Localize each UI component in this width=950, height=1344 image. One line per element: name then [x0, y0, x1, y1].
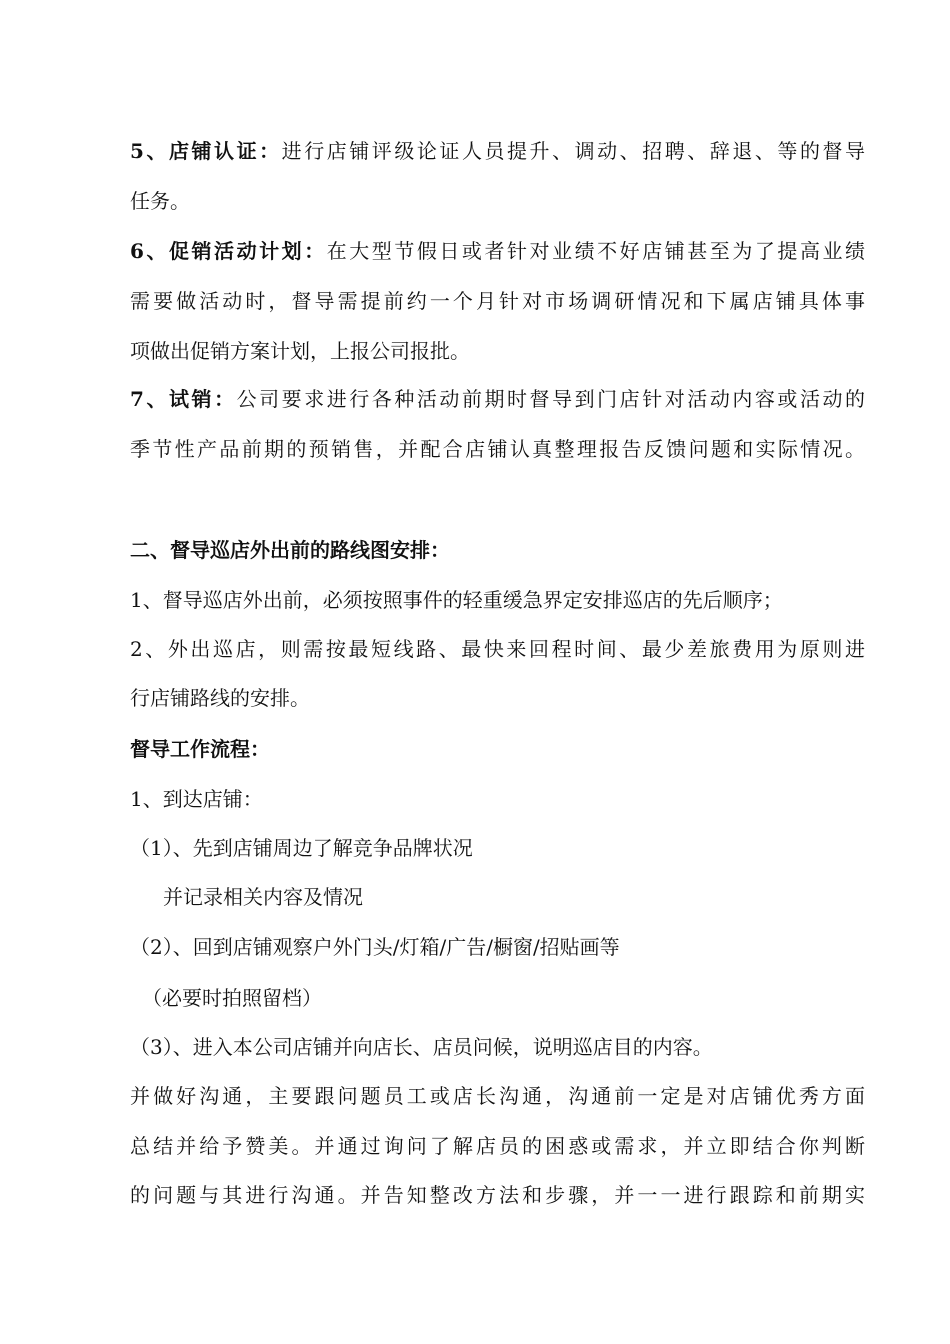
workflow-step-1: 1、到达店铺：	[130, 787, 263, 811]
workflow-sub-2-cont: （必要时拍照留档）	[142, 986, 322, 1010]
item-7-line-1	[130, 385, 865, 413]
workflow-sub-1-cont: 并记录相关内容及情况	[163, 885, 363, 909]
item-5-line-2: 任务。	[130, 189, 190, 213]
item-7-colon: ：	[214, 387, 237, 411]
item-6-line-3: 项做出促销方案计划，上报公司报批。	[130, 339, 470, 363]
item-6-title: 6、促销活动计划	[130, 239, 305, 263]
section-2-point-2-line-1: 2、外出巡店，则需按最短线路、最快来回程时间、最少差旅费用为原则进	[130, 637, 865, 661]
section-2-point-2-line-2: 行店铺路线的安排。	[130, 686, 310, 710]
section-2-point-1: 1、督导巡店外出前，必须按照事件的轻重缓急界定安排巡店的先后顺序；	[130, 588, 783, 612]
workflow-para-line-3: 的问题与其进行沟通。并告知整改方法和步骤，并一一进行跟踪和前期实	[130, 1183, 865, 1207]
item-7-line-2: 季节性产品前期的预销售，并配合店铺认真整理报告反馈问题和实际情况。	[130, 437, 865, 461]
item-5-colon: ：	[259, 139, 282, 163]
item-5-text-1: 进行店铺评级论证人员提升、调动、招聘、辞退、等的督导	[281, 139, 865, 163]
item-6-text-1: 在大型节假日或者针对业绩不好店铺甚至为了提高业绩	[326, 239, 865, 263]
item-7-title: 7、试销	[130, 387, 215, 411]
item-6-colon: ：	[304, 239, 327, 263]
item-6-line-2: 需要做活动时，督导需提前约一个月针对市场调研情况和下属店铺具体事	[130, 289, 865, 313]
item-5-line-1	[130, 137, 865, 165]
workflow-sub-2: （2）、回到店铺观察户外门头/灯箱/广告/橱窗/招贴画等	[130, 935, 620, 959]
workflow-heading: 督导工作流程：	[130, 737, 270, 761]
item-7-text-1: 公司要求进行各种活动前期时督导到门店针对活动内容或活动的	[236, 387, 865, 411]
section-2-heading: 二、督导巡店外出前的路线图安排：	[130, 538, 450, 562]
item-5-title: 5、店铺认证	[130, 139, 260, 163]
workflow-sub-1: （1）、先到店铺周边了解竞争品牌状况	[130, 836, 473, 860]
item-6-line-1	[130, 237, 865, 265]
workflow-sub-3: （3）、进入本公司店铺并向店长、店员问候，说明巡店目的内容。	[130, 1035, 713, 1059]
workflow-para-line-1: 并做好沟通，主要跟问题员工或店长沟通，沟通前一定是对店铺优秀方面	[130, 1084, 865, 1108]
workflow-para-line-2: 总结并给予赞美。并通过询问了解店员的困惑或需求，并立即结合你判断	[130, 1134, 865, 1158]
